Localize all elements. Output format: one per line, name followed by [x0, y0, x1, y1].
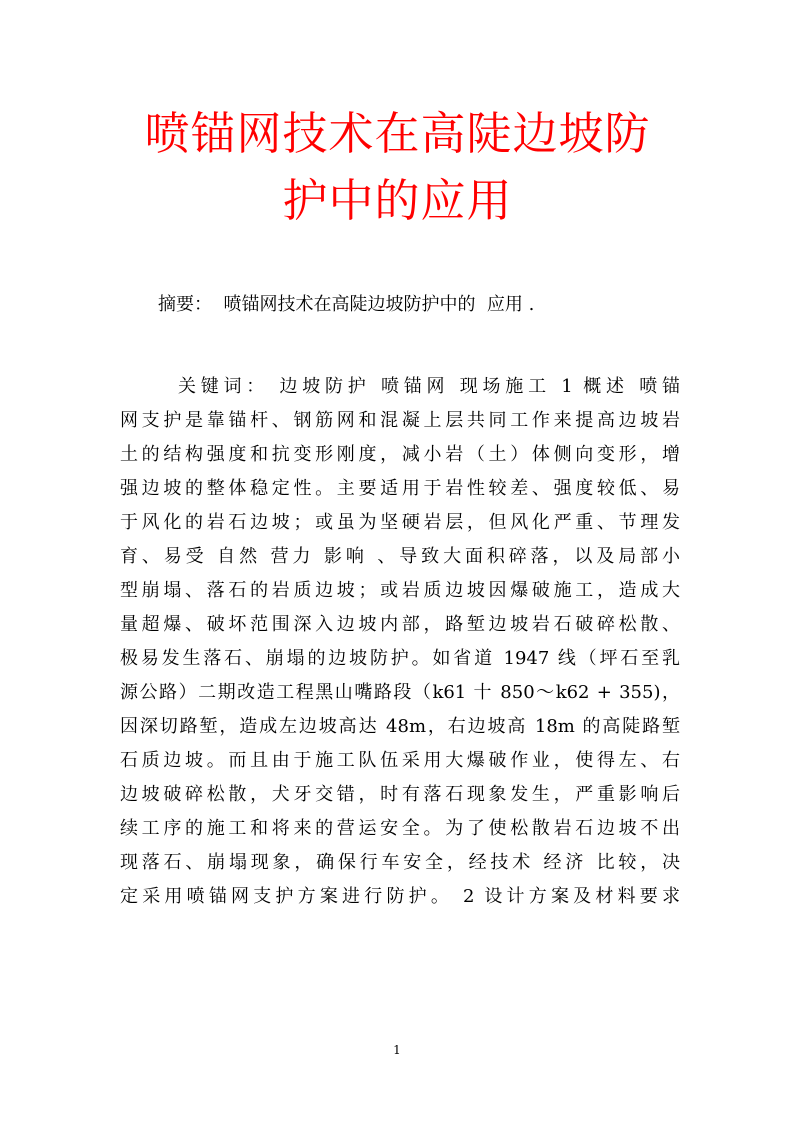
page-number: 1 — [393, 1043, 401, 1057]
body-line: 石质边坡。而且由于施工队伍采用大爆破作业，使得左、右 — [120, 750, 680, 771]
body-line: 网支护是靠锚杆、钢筋网和混凝上层共同工作来提高边坡岩 — [120, 410, 680, 431]
body-line: 强边坡的整体稳定性。主要适用于岩性较差、强度较低、易 — [120, 478, 680, 499]
body-paragraph — [120, 370, 680, 914]
abstract-paragraph: 摘要： 喷锚网技术在高陡边坡防护中的 应用 . — [158, 294, 535, 315]
document-title — [110, 100, 685, 234]
title-line-1: 喷锚网技术在高陡边坡防 — [144, 107, 651, 160]
body-line: 边坡破碎松散，犬牙交错，时有落石现象发生，严重影响后 — [120, 784, 680, 805]
body-line: 定采用喷锚网支护方案进行防护。 2 设计方案及材料要求 — [120, 886, 680, 907]
body-line: 于风化的岩石边坡；或虽为坚硬岩层，但风化严重、节理发 — [120, 512, 680, 533]
body-line: 量超爆、破坏范围深入边坡内部，路堑边坡岩石破碎松散、 — [120, 614, 680, 635]
body-line: 现落石、崩塌现象，确保行车安全，经技术 经济 比较，决 — [120, 852, 680, 873]
body-line: 续工序的施工和将来的营运安全。为了使松散岩石边坡不出 — [120, 818, 680, 839]
body-line: 源公路）二期改造工程黑山嘴路段（k61 十 850～k62 + 355)， — [120, 682, 680, 703]
body-line: 育、易受 自然 营力 影响 、导致大面积碎落，以及局部小 — [120, 546, 680, 567]
body-line: 关键词： 边坡防护 喷锚网 现场施工 1 概述 喷锚 — [178, 376, 680, 397]
body-line: 型崩塌、落石的岩质边坡；或岩质边坡因爆破施工，造成大 — [120, 580, 680, 601]
body-line: 极易发生落石、崩塌的边坡防护。如省道 1947 线（坪石至乳 — [120, 648, 680, 669]
title-line-2: 护中的应用 — [282, 174, 513, 227]
body-line: 土的结构强度和抗变形刚度，减小岩（土）体侧向变形，增 — [120, 444, 680, 465]
body-line: 因深切路堑，造成左边坡高达 48m，右边坡高 18m 的高陡路堑 — [120, 716, 680, 737]
